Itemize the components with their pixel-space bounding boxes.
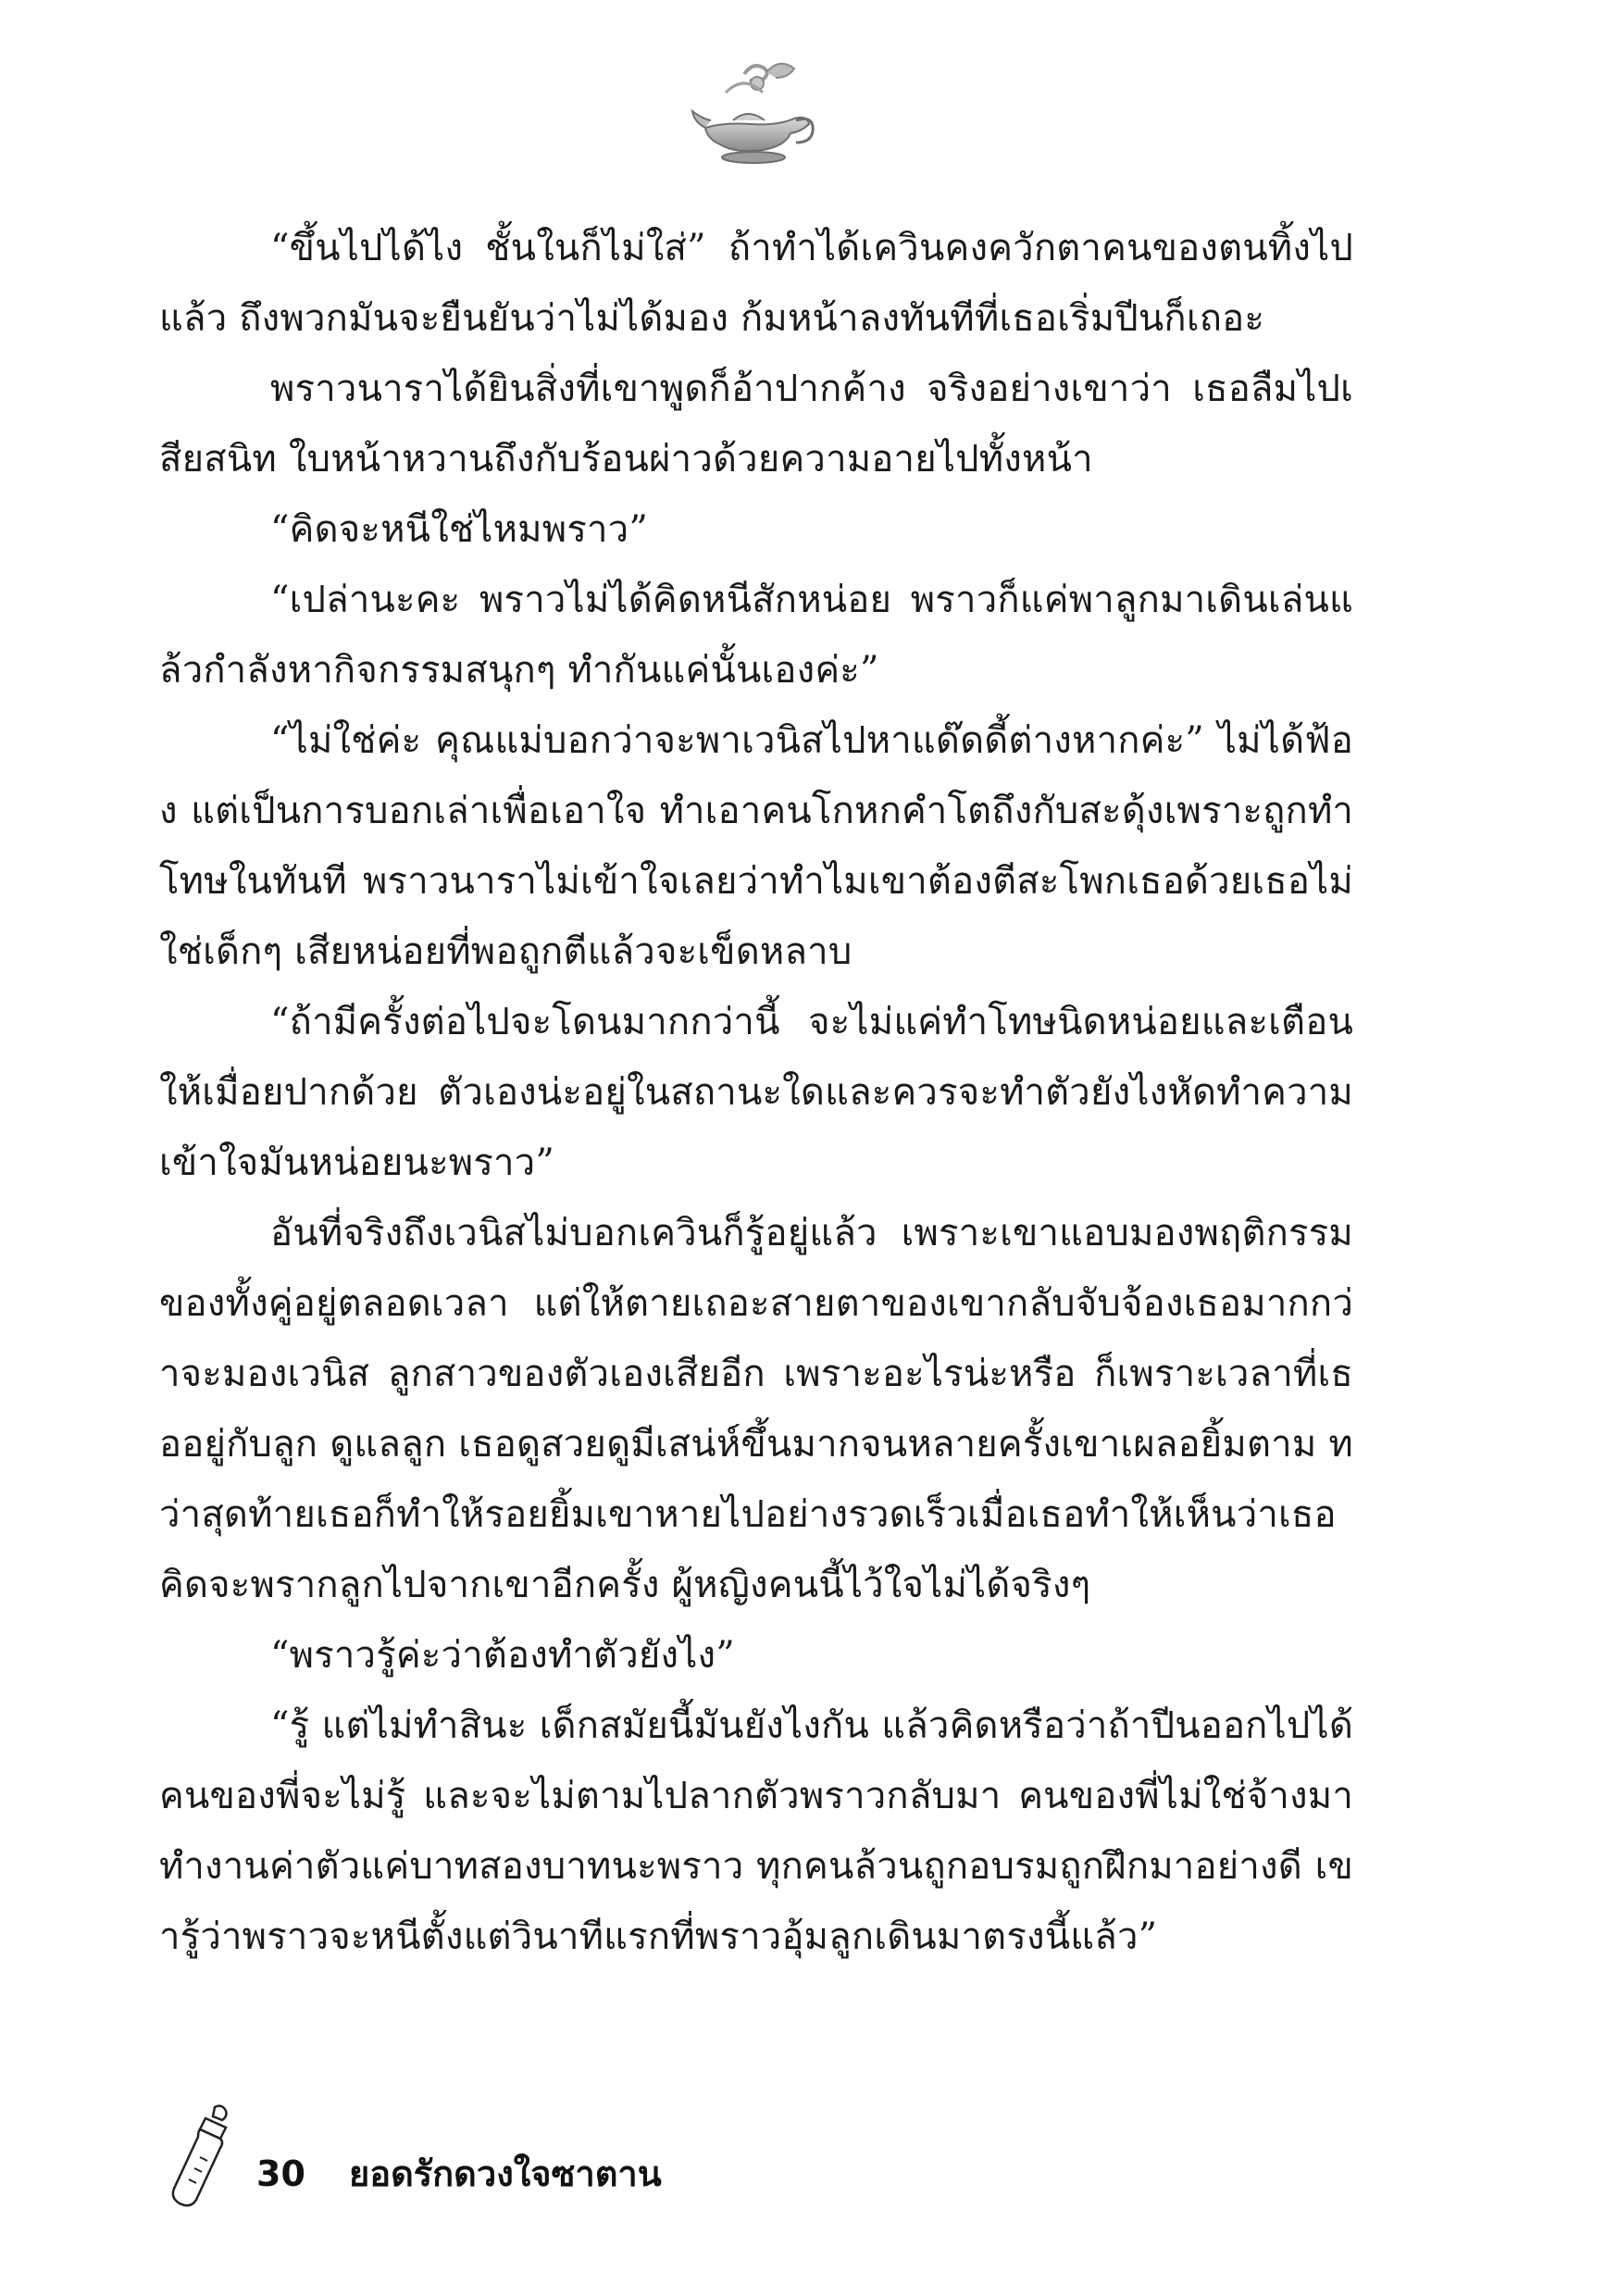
page-footer	[159, 2102, 992, 2213]
paragraph: “รู้ แต่ไม่ทำสินะ เด็กสมัยนี้มันยังไงกัน แล้วคิดหรือว่าถ้าปีนออกไปได้คนของพี่จะไม่รู้ และจะไม่ตามไปลากตัวพราวกลับมา คนของพี่ไม่ใช่จ้างมาทำงานค่าตัวแค่บาทสองบาทนะพราว ทุกคนล้วนถูกอบรมถูกฝึกมาอย่างดี เขารู้ว่าพราวจะหนีตั้งแต่วินาทีแรกที่พราวอุ้มลูกเดินมาตรงนี้แล้ว”	[159, 1704, 1353, 1958]
paragraph: “พราวรู้ค่ะว่าต้องทำตัวยังไง”	[270, 1634, 735, 1677]
teapot-cupid-icon	[689, 56, 818, 176]
paragraph: “เปล่านะคะ พราวไม่ได้คิดหนีสักหน่อย พราวก็แค่พาลูกมาเดินเล่นแล้วกำลังหากิจกรรมสนุกๆ ทำกันแค่นั้นเองค่ะ”	[159, 579, 1353, 692]
body-text	[159, 213, 1353, 1972]
paragraph: อันที่จริงถึงเวนิสไม่บอกเควินก็รู้อยู่แล้ว เพราะเขาแอบมองพฤติกรรมของทั้งคู่อยู่ตลอดเวลา แต่ให้ตายเถอะสายตาของเขากลับจับจ้องเธอมากกว่าจะมองเวนิส ลูกสาวของตัวเองเสียอีก เพราะอะไรน่ะหรือ ก็เพราะเวลาที่เธออยู่กับลูก ดูแลลูก เธอดูสวยดูมีเสน่ห์ขึ้นมากจนหลายครั้งเขาเผลอยิ้มตาม ทว่าสุดท้ายเธอก็ทำให้รอยยิ้มเขาหายไปอย่างรวดเร็วเมื่อเธอทำให้เห็นว่าเธอคิดจะพรากลูกไปจากเขาอีกครั้ง ผู้หญิงคนนี้ไว้ใจไม่ได้จริงๆ	[159, 1212, 1353, 1606]
page-number: 30	[256, 2153, 305, 2194]
paragraph: พราวนาราได้ยินสิ่งที่เขาพูดก็อ้าปากค้าง จริงอย่างเขาว่า เธอลืมไปเสียสนิท ใบหน้าหวานถึงกับร้อนผ่าวด้วยความอายไปทั้งหน้า	[159, 368, 1353, 480]
paragraph: “คิดจะหนีใช่ไหมพราว”	[270, 508, 648, 551]
paragraph: “ขึ้นไปได้ไง ชั้นในก็ไม่ใส่” ถ้าทำได้เควินคงควักตาคนของตนทิ้งไปแล้ว ถึงพวกมันจะยืนยันว่าไม่ได้มอง ก้มหน้าลงทันทีที่เธอเริ่มปีนก็เถอะ	[159, 227, 1353, 340]
book-title: ยอดรักดวงใจซาตาน	[349, 2153, 662, 2194]
paragraph: “ไม่ใช่ค่ะ คุณแม่บอกว่าจะพาเวนิสไปหาแด๊ดดี้ต่างหากค่ะ” ไม่ได้ฟ้อง แต่เป็นการบอกเล่าเพื่อเอาใจ ทำเอาคนโกหกคำโตถึงกับสะดุ้งเพราะถูกทำโทษในทันที พราวนาราไม่เข้าใจเลยว่าทำไมเขาต้องตีสะโพกเธอด้วยเธอไม่ใช่เด็กๆ เสียหน่อยที่พอถูกตีแล้วจะเข็ดหลาบ	[159, 719, 1353, 973]
baby-bottle-icon	[159, 2102, 252, 2213]
paragraph: “ถ้ามีครั้งต่อไปจะโดนมากกว่านี้ จะไม่แค่ทำโทษนิดหน่อยและเตือนให้เมื่อยปากด้วย ตัวเองน่ะอยู่ในสถานะใดและควรจะทำตัวยังไงหัดทำความเข้าใจมันหน่อยนะพราว”	[159, 1001, 1353, 1184]
